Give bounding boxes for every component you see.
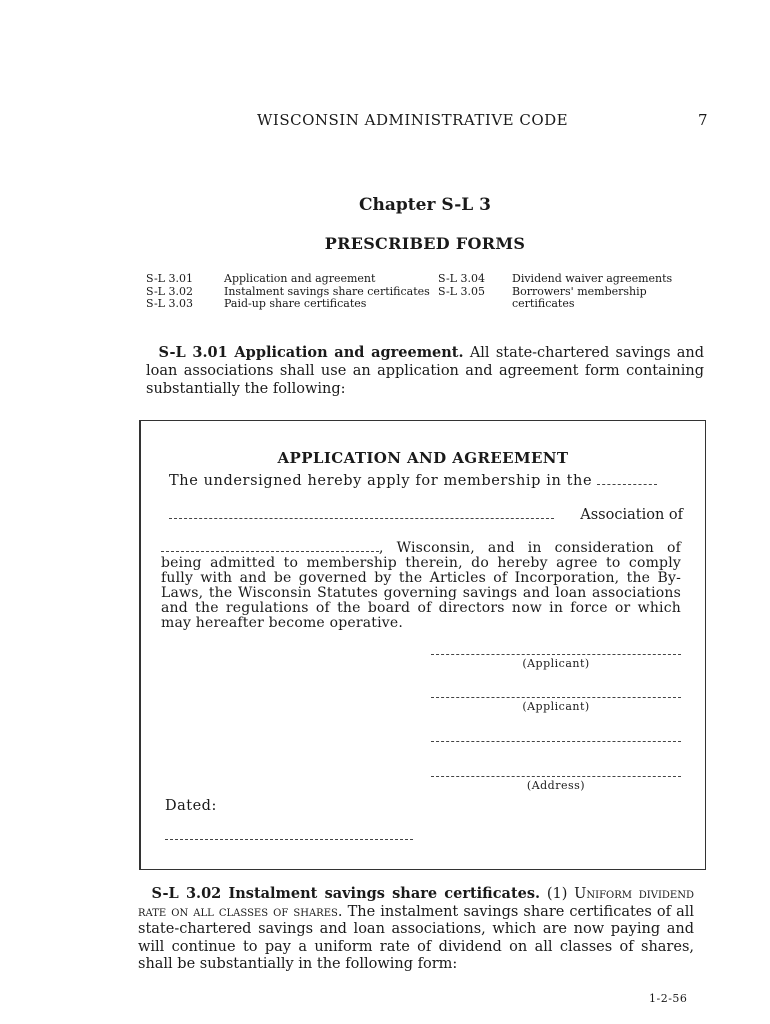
signature-label: (Applicant) bbox=[522, 657, 590, 670]
toc-entry bbox=[146, 273, 431, 286]
address-line-2 bbox=[431, 776, 681, 792]
form-association-label: Association of bbox=[580, 507, 683, 523]
signature-line bbox=[431, 697, 681, 698]
section-302-text: The instalment savings share certificates of all state-chartered savings and loan associations, which are now paying and will continue to pay a uniform rate of dividend on all classes of shares, shall be substantially in the following form: bbox=[138, 903, 694, 972]
toc-entry-number: S-L 3.03 bbox=[146, 297, 193, 310]
toc-entry bbox=[438, 286, 710, 311]
blank-city bbox=[161, 541, 379, 552]
chapter-subtitle: PRESCRIBED FORMS bbox=[324, 234, 526, 253]
dated-line bbox=[165, 839, 413, 840]
toc-entry bbox=[146, 298, 431, 311]
blank-association-name-continued bbox=[169, 508, 554, 519]
applicant-signature-1 bbox=[431, 654, 681, 670]
toc-right-column bbox=[438, 273, 710, 311]
page-footer-date: 1-2-56 bbox=[649, 992, 688, 1005]
form-title: APPLICATION AND AGREEMENT bbox=[277, 449, 569, 467]
toc-entry-number: S-L 3.04 bbox=[438, 272, 485, 285]
section-301-text: All state-chartered savings and loan associations shall use an application and agreement form containing substantially the following: bbox=[146, 345, 705, 397]
toc-entry-title: Borrowers' membership certificates bbox=[512, 284, 647, 310]
signature-line bbox=[431, 776, 681, 777]
section-301-heading: S-L 3.01 Application and agreement. bbox=[158, 344, 464, 361]
dated-label: Dated: bbox=[165, 798, 217, 814]
form-association-line bbox=[169, 507, 683, 523]
toc-left-column bbox=[146, 273, 431, 311]
application-form-box bbox=[139, 420, 706, 870]
section-302-subsection: (1) bbox=[546, 886, 568, 902]
toc-entry-title: Application and agreement bbox=[224, 272, 376, 285]
form-body-text: being admitted to membership therein, do hereby agree to comply fully with and be governed by the Articles of Incorporation, the By-Laws, the Wisconsin Statutes governing savings and loan associations and the regulations of the board of directors now in force or which may hereafter become operative. bbox=[161, 555, 681, 631]
form-membership-text: The undersigned hereby apply for membership in the bbox=[169, 473, 593, 489]
toc-entry bbox=[438, 273, 710, 286]
form-body bbox=[161, 541, 681, 631]
section-302-paragraph bbox=[138, 885, 694, 974]
section-302-smallcaps-heading: Uniform dividend rate on all classes of shares. bbox=[138, 886, 694, 920]
page-number: 7 bbox=[698, 111, 709, 129]
signature-label: (Applicant) bbox=[522, 700, 590, 713]
toc-entry-number: S-L 3.02 bbox=[146, 284, 193, 298]
toc-entry-title: Instalment savings share certificates bbox=[224, 284, 430, 298]
signature-line bbox=[431, 654, 681, 655]
form-membership-line bbox=[169, 473, 657, 489]
toc-entry-title: Paid-up share certificates bbox=[224, 297, 367, 310]
code-title: WISCONSIN ADMINISTRATIVE CODE bbox=[257, 111, 569, 129]
signature-label: (Address) bbox=[526, 779, 586, 792]
toc-entry-number: S-L 3.05 bbox=[438, 284, 485, 298]
toc-entry-number: S-L 3.01 bbox=[146, 272, 193, 285]
section-302-heading: S-L 3.02 Instalment savings share certificates. bbox=[151, 885, 541, 902]
applicant-signature-2 bbox=[431, 697, 681, 713]
signature-line bbox=[431, 741, 681, 742]
form-body-prefix: , Wisconsin, and in consideration of bbox=[379, 540, 681, 556]
blank-association-name bbox=[597, 474, 657, 485]
toc-entry-title: Dividend waiver agreements bbox=[512, 272, 673, 285]
section-301-paragraph bbox=[146, 344, 704, 398]
chapter-heading: Chapter S-L 3 bbox=[359, 195, 491, 215]
address-line-1 bbox=[431, 741, 681, 742]
